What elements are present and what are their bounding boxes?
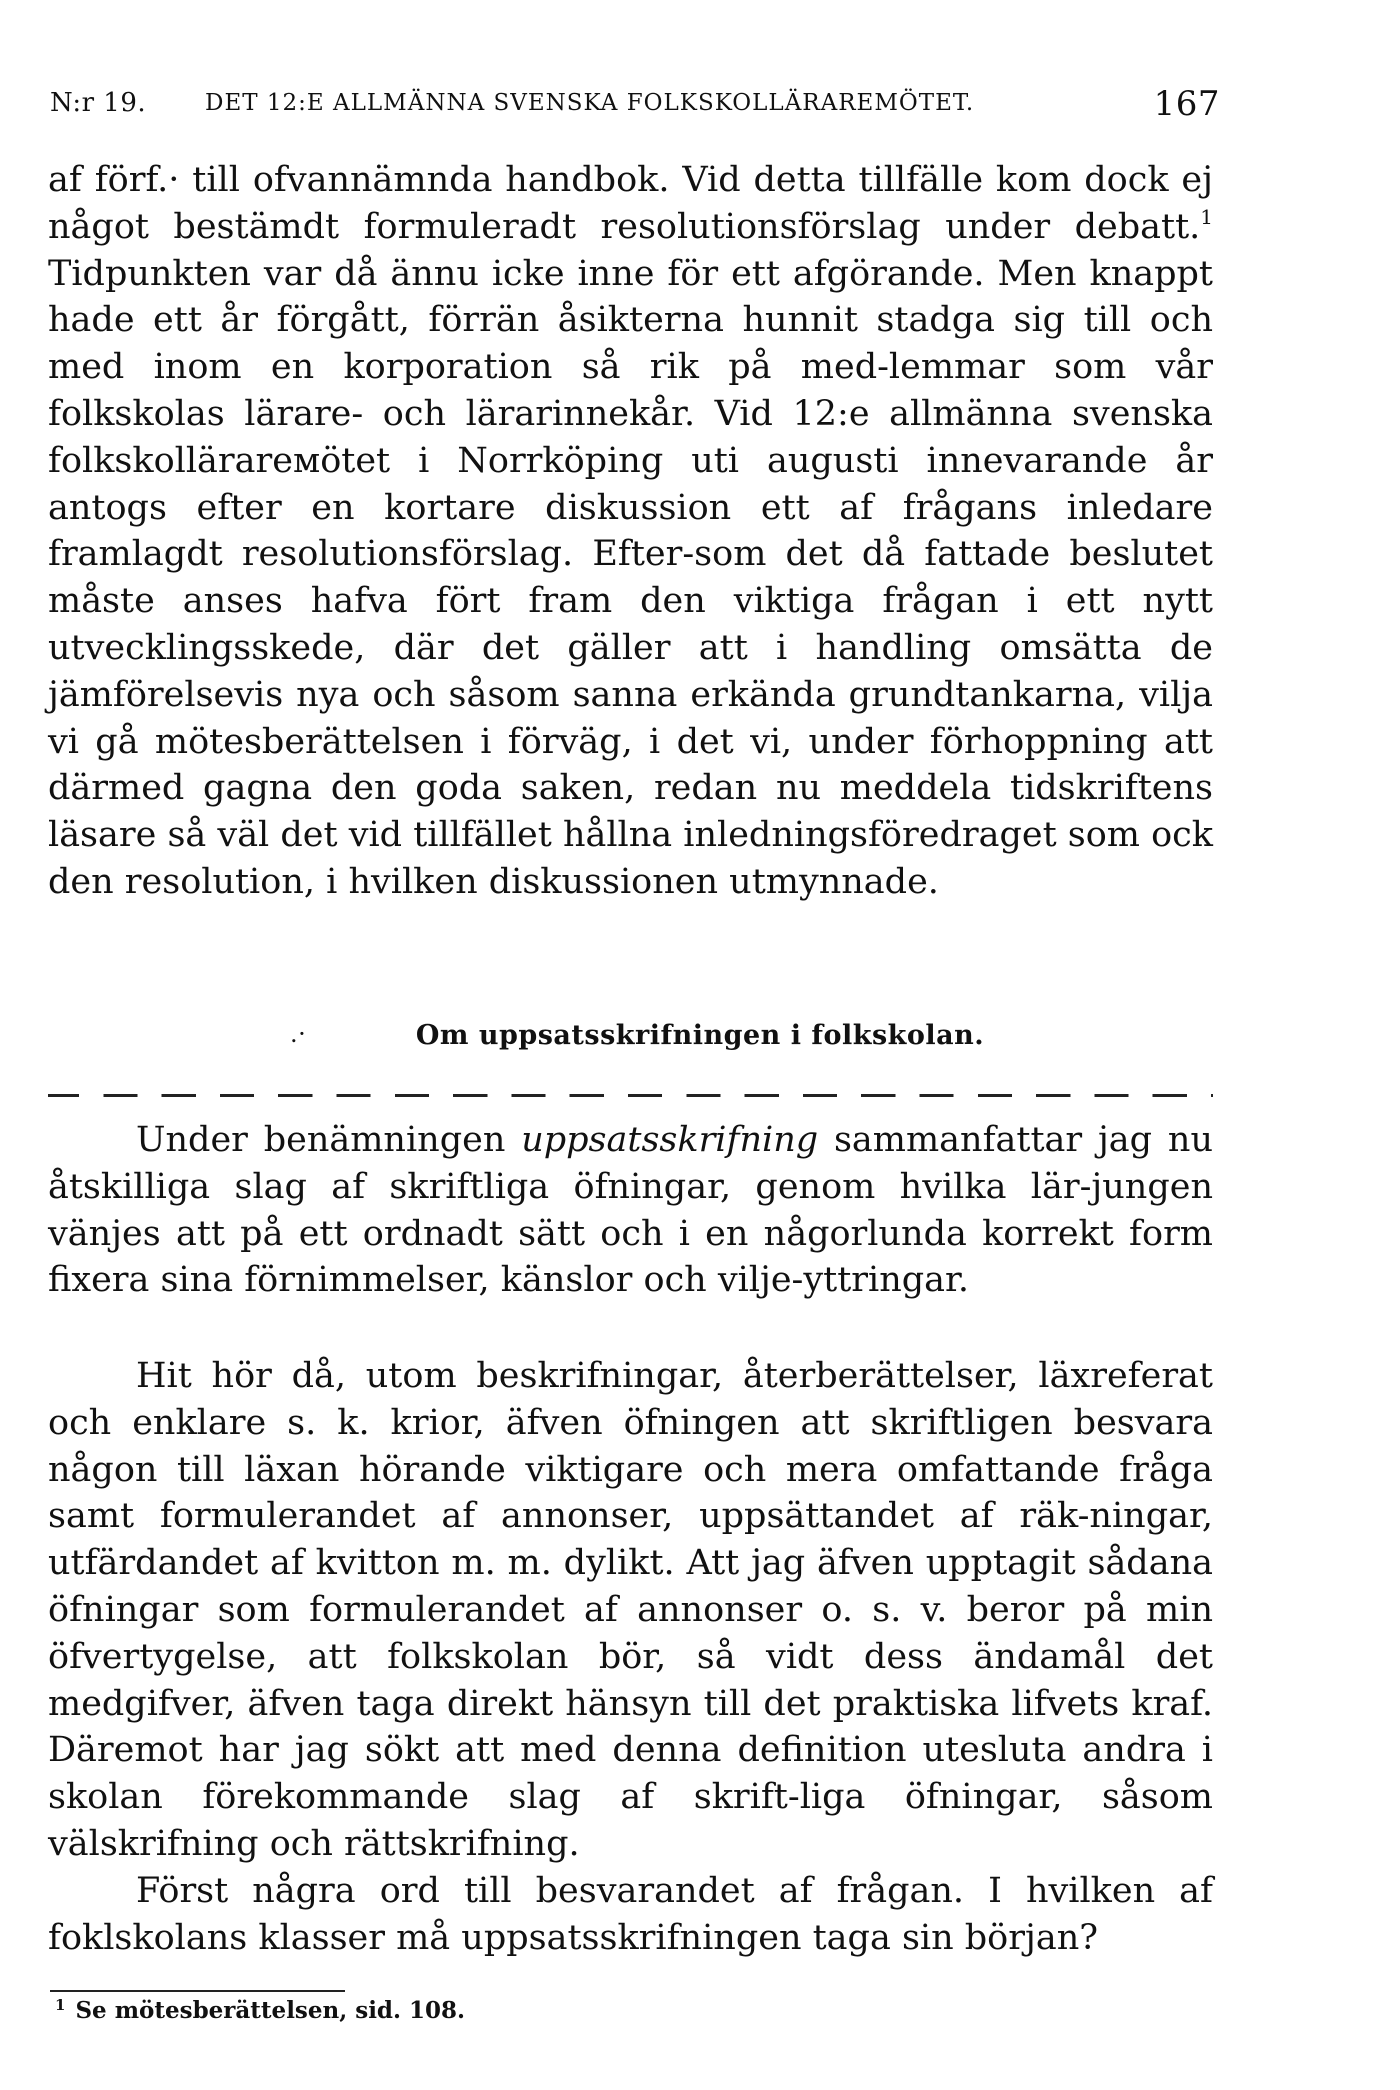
paragraph-definition-term: uppsatsskrifning — [521, 1120, 819, 1160]
paragraph-question: Först några ord till besvarandet af frågan. I hvilken af foklskolans klasser må uppsatsskrifningen taga sin början? — [48, 1871, 1213, 1958]
section-heading-text: Om uppsatsskrifningen i folkskolan. — [415, 1020, 985, 1051]
footnote-rule — [50, 1990, 345, 1992]
paragraph-examples: Hit hör då, utom beskrifningar, återberättelser, läxreferat och enklare s. k. krior, äfven öfningen att skriftligen besvara någon till läxan hörande viktigare och mera omfattande fråga samt formulerandet af annonser, uppsättandet af räk-ningar, utfärdandet af kvitton m. m. dylikt. Att jag äfven upptagit sådana öfningar som formulerandet af annonser o. s. v. beror på min öfvertygelse, att folkskolan bör, så vidt dess ändamål det medgifver, äfven taga direkt hänsyn till det praktiska lifvets kraf. Däremot har jag sökt att med denna definition utesluta andra i skolan förekommande slag af skrift-liga öfningar, såsom välskrifning och rättskrifning. — [48, 1356, 1213, 1864]
footnote-reference: 1 — [1200, 204, 1213, 229]
paragraph-definition — [48, 1117, 1213, 1304]
running-title: DET 12:E ALLMÄNNA SVENSKA FOLKSKOLLÄRAREMÖTET. — [205, 90, 975, 116]
footnote-marker: 1 — [55, 1996, 66, 2014]
paragraph-intro — [48, 157, 1213, 906]
section-heading — [0, 1020, 1400, 1051]
paragraph-definition-text-b: sammanfattar jag nu åtskilliga slag af skriftliga öfningar, genom hvilka lär-jungen vänjes att på ett ordnadt sätt och i en någorlunda korrekt form fixera sina förnimmelser, känslor och vilje-yttringar. — [48, 1120, 1213, 1301]
paragraph-definition-text-a: Under benämningen — [136, 1120, 522, 1160]
heading-mark: .· — [290, 1020, 307, 1048]
dashed-divider — [48, 1094, 1213, 1097]
paragraph-intro-text-a: af förf.· till ofvannämnda handbok. Vid detta tillfälle kom dock ej något bestämdt formuleradt resolutionsförslag under debatt. — [48, 160, 1213, 247]
issue-number: N:r 19. — [50, 88, 147, 118]
running-header — [50, 84, 1220, 128]
footnote-text: Se mötesberättelsen, sid. 108. — [75, 1997, 466, 2024]
paragraph-intro-text-b: Tidpunkten var då ännu icke inne för ett afgörande. Men knappt hade ett år förgått, förrän åsikterna hunnit stadga sig till och med inom en korporation så rik på med-lemmar som vår folkskolas lärare- och lärarinnekår. Vid 12:e allmänna svenska folkskollärarемötet i Norrköping uti augusti innevarande år antogs efter en kortare diskussion ett af frågans inledare framlagdt resolutionsförslag. Efter-som det då fattade beslutet måste anses hafva fört fram den viktiga frågan i ett nytt utvecklingsskede, där det gäller att i handling omsätta de jämförelsevis nya och såsom sanna erkända grundtankarna, vilja vi gå mötesberättelsen i förväg, i det vi, under förhoppning att därmed gagna den goda saken, redan nu meddela tidskriftens läsare så väl det vid tillfället hållna inledningsföredraget som ock den resolution, i hvilken diskussionen utmynnade. — [48, 253, 1213, 902]
footnote — [55, 1996, 465, 2024]
page-number: 167 — [1153, 84, 1220, 124]
